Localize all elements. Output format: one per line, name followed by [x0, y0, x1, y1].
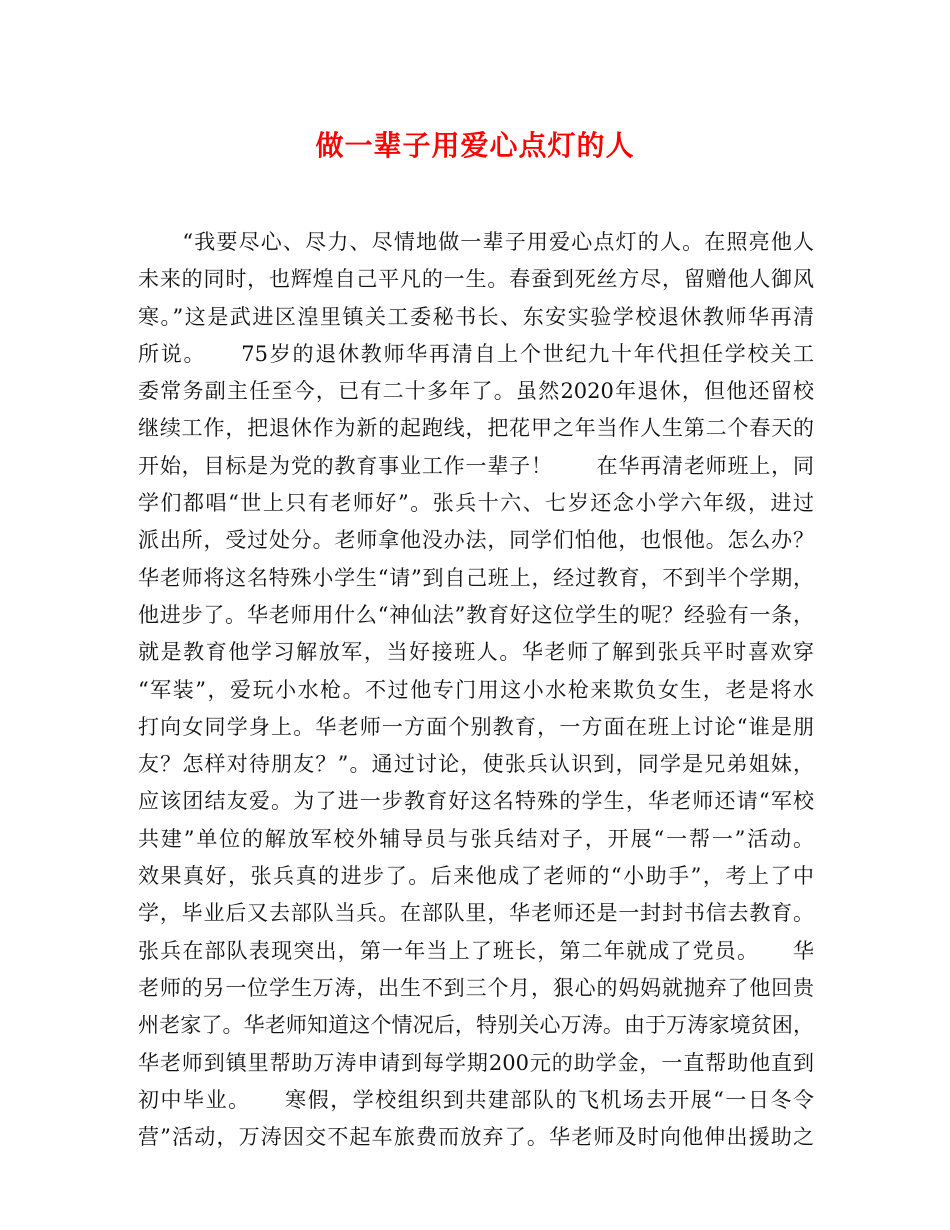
paragraph-line: 委常务副主任至今，已有二十多年了。虽然2020年退休，但他还留校 — [138, 379, 814, 404]
paragraph-line: 营”活动，万涛因交不起车旅费而放弃了。华老师及时向他伸出援助之 — [138, 1125, 814, 1150]
paragraph-line: 友？怎样对待朋友？”。通过讨论，使张兵认识到，同学是兄弟姐妹， — [138, 752, 814, 777]
paragraph-line: 应该团结友爱。为了进一步教育好这名特殊的学生，华老师还请“军校 — [138, 789, 814, 814]
paragraph-line: 华老师将这名特殊小学生“请”到自己班上，经过教育，不到半个学期， — [138, 565, 814, 590]
paragraph-line: 继续工作，把退休作为新的起跑线，把花甲之年当作人生第二个春天的 — [138, 416, 814, 441]
paragraph-line: 效果真好，张兵真的进步了。后来他成了老师的“小助手”，考上了中 — [138, 864, 814, 889]
paragraph-line: 派出所，受过处分。老师拿他没办法，同学们怕他，也恨他。怎么办？ — [138, 528, 814, 553]
article-body — [138, 224, 814, 1156]
paragraph-line: 开始，目标是为党的教育事业工作一辈子！ 在华再清老师班上，同 — [138, 453, 814, 478]
paragraph-line: “军装”，爱玩小水枪。不过他专门用这小水枪来欺负女生，老是将水 — [138, 677, 814, 702]
paragraph-line: “我要尽心、尽力、尽情地做一辈子用爱心点灯的人。在照亮他人 — [138, 230, 814, 254]
paragraph-line: 就是教育他学习解放军，当好接班人。华老师了解到张兵平时喜欢穿 — [138, 640, 814, 665]
paragraph-line: 州老家了。华老师知道这个情况后，特别关心万涛。由于万涛家境贫困， — [138, 1013, 814, 1038]
paragraph-line: 共建”单位的解放军校外辅导员与张兵结对子，开展“一帮一”活动。 — [138, 826, 814, 851]
paragraph-line: 学们都唱“世上只有老师好”。张兵十六、七岁还念小学六年级，进过 — [138, 491, 814, 516]
paragraph-line: 所说。 75岁的退休教师华再清自上个世纪九十年代担任学校关工 — [138, 341, 814, 366]
paragraph-line: 张兵在部队表现突出，第一年当上了班长，第二年就成了党员。 华 — [138, 938, 814, 963]
paragraph-line: 初中毕业。 寒假，学校组织到共建部队的飞机场去开展“一日冬令 — [138, 1087, 814, 1112]
paragraph-line: 华老师到镇里帮助万涛申请到每学期200元的助学金，一直帮助他直到 — [138, 1050, 814, 1075]
document-title: 做一辈子用爱心点灯的人 — [315, 129, 635, 162]
paragraph-line: 老师的另一位学生万涛，出生不到三个月，狠心的妈妈就抛弃了他回贵 — [138, 975, 814, 1000]
paragraph-line: 学，毕业后又去部队当兵。在部队里，华老师还是一封封书信去教育。 — [138, 901, 814, 926]
paragraph-line: 他进步了。华老师用什么“神仙法”教育好这位学生的呢？经验有一条， — [138, 602, 814, 627]
paragraph-line: 打向女同学身上。华老师一方面个别教育，一方面在班上讨论“谁是朋 — [138, 714, 814, 739]
paragraph-line: 未来的同时，也辉煌自己平凡的一生。春蚕到死丝方尽，留赠他人御风 — [138, 267, 814, 292]
paragraph-line: 寒。”这是武进区湟里镇关工委秘书长、东安实验学校退休教师华再清 — [138, 304, 814, 329]
